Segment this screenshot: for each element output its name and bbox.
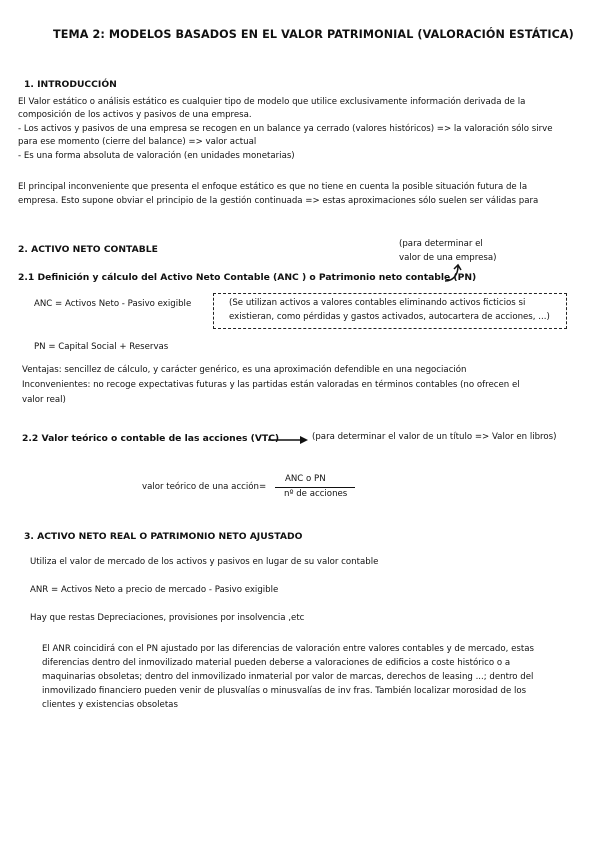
anc-formula: ANC = Activos Neto - Pasivo exigible xyxy=(34,299,192,309)
anc-note-line-1: (Se utilizan activos a valores contables eliminando activos ficticios si xyxy=(229,298,526,308)
section-3-heading: 3. ACTIVO NETO REAL O PATRIMONIO NETO AJUSTADO xyxy=(24,531,303,542)
subsection-2-2-heading: 2.2 Valor teórico o contable de las acciones (VTC) xyxy=(22,433,280,444)
anr-para-line-5: clientes y existencias obsoletas xyxy=(42,700,178,710)
subsection-2-2-note: (para determinar el valor de un título => Valor en libros) xyxy=(312,432,557,442)
anr-para-line-3: maquinarias obsoletas; dentro del inmovilizado inmaterial por valor de marcas, derechos de leasing ...; dentro del xyxy=(42,672,534,682)
intro-line-5: - Es una forma absoluta de valoración (en unidades monetarias) xyxy=(18,151,295,161)
vtc-numerator: ANC o PN xyxy=(285,474,326,484)
vtc-denominator: nº de acciones xyxy=(284,489,348,499)
vtc-label: valor teórico de una acción= xyxy=(142,482,267,492)
pros-line-3: valor real) xyxy=(22,395,66,405)
page-title: TEMA 2: MODELOS BASADOS EN EL VALOR PATRIMONIAL (VALORACIÓN ESTÁTICA) xyxy=(53,28,574,41)
anr-line-3: Hay que restas Depreciaciones, provisiones por insolvencia ,etc xyxy=(30,613,305,623)
pros-line-1: Ventajas: sencillez de cálculo, y carácter genérico, es una aproximación defendible en una negociación xyxy=(22,365,467,375)
anr-para-line-1: El ANR coincidirá con el PN ajustado por las diferencias de valoración entre valores contables y de mercado, estas xyxy=(42,644,534,654)
anr-para-line-4: inmovilizado financiero pueden venir de plusvalías o minusvalías de inv fras. También localizar morosidad de los xyxy=(42,686,527,696)
right-arrow-icon xyxy=(268,434,310,446)
intro-para2-line-2: empresa. Esto supone obviar el principio de la gestión continuada => estas aproximaciones sólo suelen ser válidas para xyxy=(18,196,539,206)
pn-formula: PN = Capital Social + Reservas xyxy=(34,342,169,352)
intro-line-1: El Valor estático o análisis estático es cualquier tipo de modelo que utilice exclusivamente información derivada de la xyxy=(18,97,526,107)
anc-note-line-2: existieran, como pérdidas y gastos activados, autocartera de acciones, ...) xyxy=(229,312,550,322)
section-2-note-line-1: (para determinar el xyxy=(399,239,483,249)
section-1-heading: 1. INTRODUCCIÓN xyxy=(24,79,117,90)
pros-line-2: Inconvenientes: no recoge expectativas futuras y las partidas están valoradas en términos contables (no ofrecen el xyxy=(22,380,520,390)
intro-line-4: para ese momento (cierre del balance) => valor actual xyxy=(18,137,257,147)
intro-para2-line-1: El principal inconveniente que presenta el enfoque estático es que no tiene en cuenta la posible situación futura de la xyxy=(18,182,528,192)
intro-line-2: composición de los activos y pasivos de una empresa. xyxy=(18,110,252,120)
subsection-2-1-heading: 2.1 Definición y cálculo del Activo Neto Contable (ANC ) o Patrimonio neto contable (PN) xyxy=(18,272,477,283)
section-2-heading: 2. ACTIVO NETO CONTABLE xyxy=(18,244,158,255)
intro-line-3: - Los activos y pasivos de una empresa se recogen en un balance ya cerrado (valores históricos) => la valoración sólo sirve xyxy=(18,124,553,134)
anr-para-line-2: diferencias dentro del inmovilizado material pueden deberse a valoraciones de edificios a coste histórico o a xyxy=(42,658,511,668)
section-2-note-line-2: valor de una empresa) xyxy=(399,253,497,263)
anr-formula: ANR = Activos Neto a precio de mercado - Pasivo exigible xyxy=(30,585,279,595)
anr-line-1: Utiliza el valor de mercado de los activos y pasivos en lugar de su valor contable xyxy=(30,557,379,567)
